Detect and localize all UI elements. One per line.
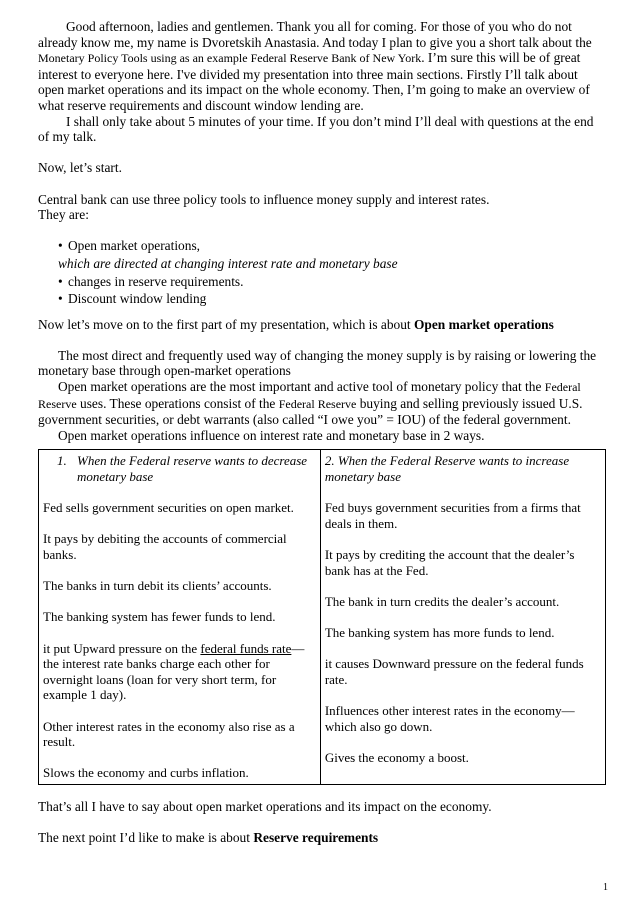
intro-text-b: . I’m sure this will be of great interest to everyone here. I've divided my presentation into three main sections. Firstly I’ll talk about open market operations and its impact on the whole economy. Then, I’m going to make an overview of what reserve requirements and discount window lending are.	[38, 50, 590, 113]
table-cell-increase	[320, 450, 605, 784]
table-item: The banking system has more funds to lend.	[324, 624, 555, 640]
table-cell-decrease	[39, 450, 321, 784]
table-item: Fed sells government securities on open market.	[43, 500, 294, 516]
table-item: The banks in turn debit its clients’ accounts.	[43, 578, 272, 594]
page-number: 1	[603, 882, 608, 893]
section-heading-reserve: Reserve requirements	[253, 830, 379, 846]
table-row	[39, 450, 606, 784]
transition-line: Now let’s move on to the first part of my presentation, which is about Open market operations	[38, 316, 554, 332]
omo-paragraph-2: Open market operations are the most important and active tool of monetary policy that the Federal Reserve uses. These operations consist of the Federal Reserve buying and selling previously issued U.S. government securities, or debt warrants (also called “I owe you” = IOU) of the federal government.	[38, 379, 583, 428]
federal-funds-rate-term: federal funds rate	[200, 640, 292, 656]
table-item: it causes Downward pressure on the federal funds rate.	[324, 656, 584, 687]
table-item: Influences other interest rates in the economy— which also go down.	[324, 702, 575, 734]
tools-list	[38, 238, 606, 306]
intro-topic: Monetary Policy Tools using as an example Federal Reserve Bank of New York	[38, 51, 422, 66]
intro-text-a: Good afternoon, ladies and gentlemen. Thank you all for coming. For those of you who do not already know me, my name is Dvoretskih Anastasia. And today I plan to give you a short talk about the	[38, 19, 592, 50]
intro-paragraph-1	[38, 19, 606, 114]
table-item: The bank in turn credits the dealer’s account.	[324, 593, 560, 609]
table-head-increase: 2. When the Federal Reserve wants to increase monetary base	[324, 453, 570, 485]
table-item: The banking system has fewer funds to lend.	[43, 609, 276, 625]
comparison-table	[38, 449, 606, 784]
omo-paragraph-1: The most direct and frequently used way of changing the money supply is by raising or lowering the monetary base through open-market operations	[38, 347, 597, 379]
table-head-decrease: 1. When the Federal reserve wants to decrease monetary base	[57, 453, 308, 485]
tools-intro-line-2: They are:	[38, 207, 89, 223]
omo-paragraph-3: Open market operations influence on interest rate and monetary base in 2 ways.	[58, 427, 485, 443]
document-page	[38, 19, 606, 846]
tools-intro-line-1: Central bank can use three policy tools to influence money supply and interest rates.	[38, 191, 490, 207]
intro-paragraph-2: I shall only take about 5 minutes of your time. If you don’t mind I’ll deal with questions at the end of my talk.	[38, 113, 594, 145]
tool-item-open-market: • Open market operations,	[58, 238, 606, 254]
table-item: Slows the economy and curbs inflation.	[43, 765, 249, 781]
start-line: Now, let’s start.	[38, 160, 122, 176]
section-heading-open-market: Open market operations	[413, 316, 554, 332]
table-item: Other interest rates in the economy also rise as a result.	[43, 718, 295, 750]
tool-item-note: which are directed at changing interest rate and monetary base	[58, 255, 398, 271]
closing-line: That’s all I have to say about open market operations and its impact on the economy.	[38, 798, 492, 814]
table-item: Gives the economy a boost.	[324, 749, 469, 765]
tool-item-reserve: • changes in reserve requirements.	[58, 274, 606, 290]
tool-item-discount: • Discount window lending	[58, 291, 606, 307]
table-item: It pays by crediting the account that the dealer’s bank has at the Fed.	[324, 547, 575, 578]
table-item: Fed buys government securities from a firms that deals in them.	[324, 500, 581, 531]
table-item: It pays by debiting the accounts of commercial banks.	[43, 531, 287, 562]
next-point-line: The next point I’d like to make is about Reserve requirements	[38, 830, 379, 846]
table-item: it put Upward pressure on the federal funds rate— the interest rate banks charge each other for overnight loans (loan for very short term, for example 1 day).	[43, 640, 305, 703]
